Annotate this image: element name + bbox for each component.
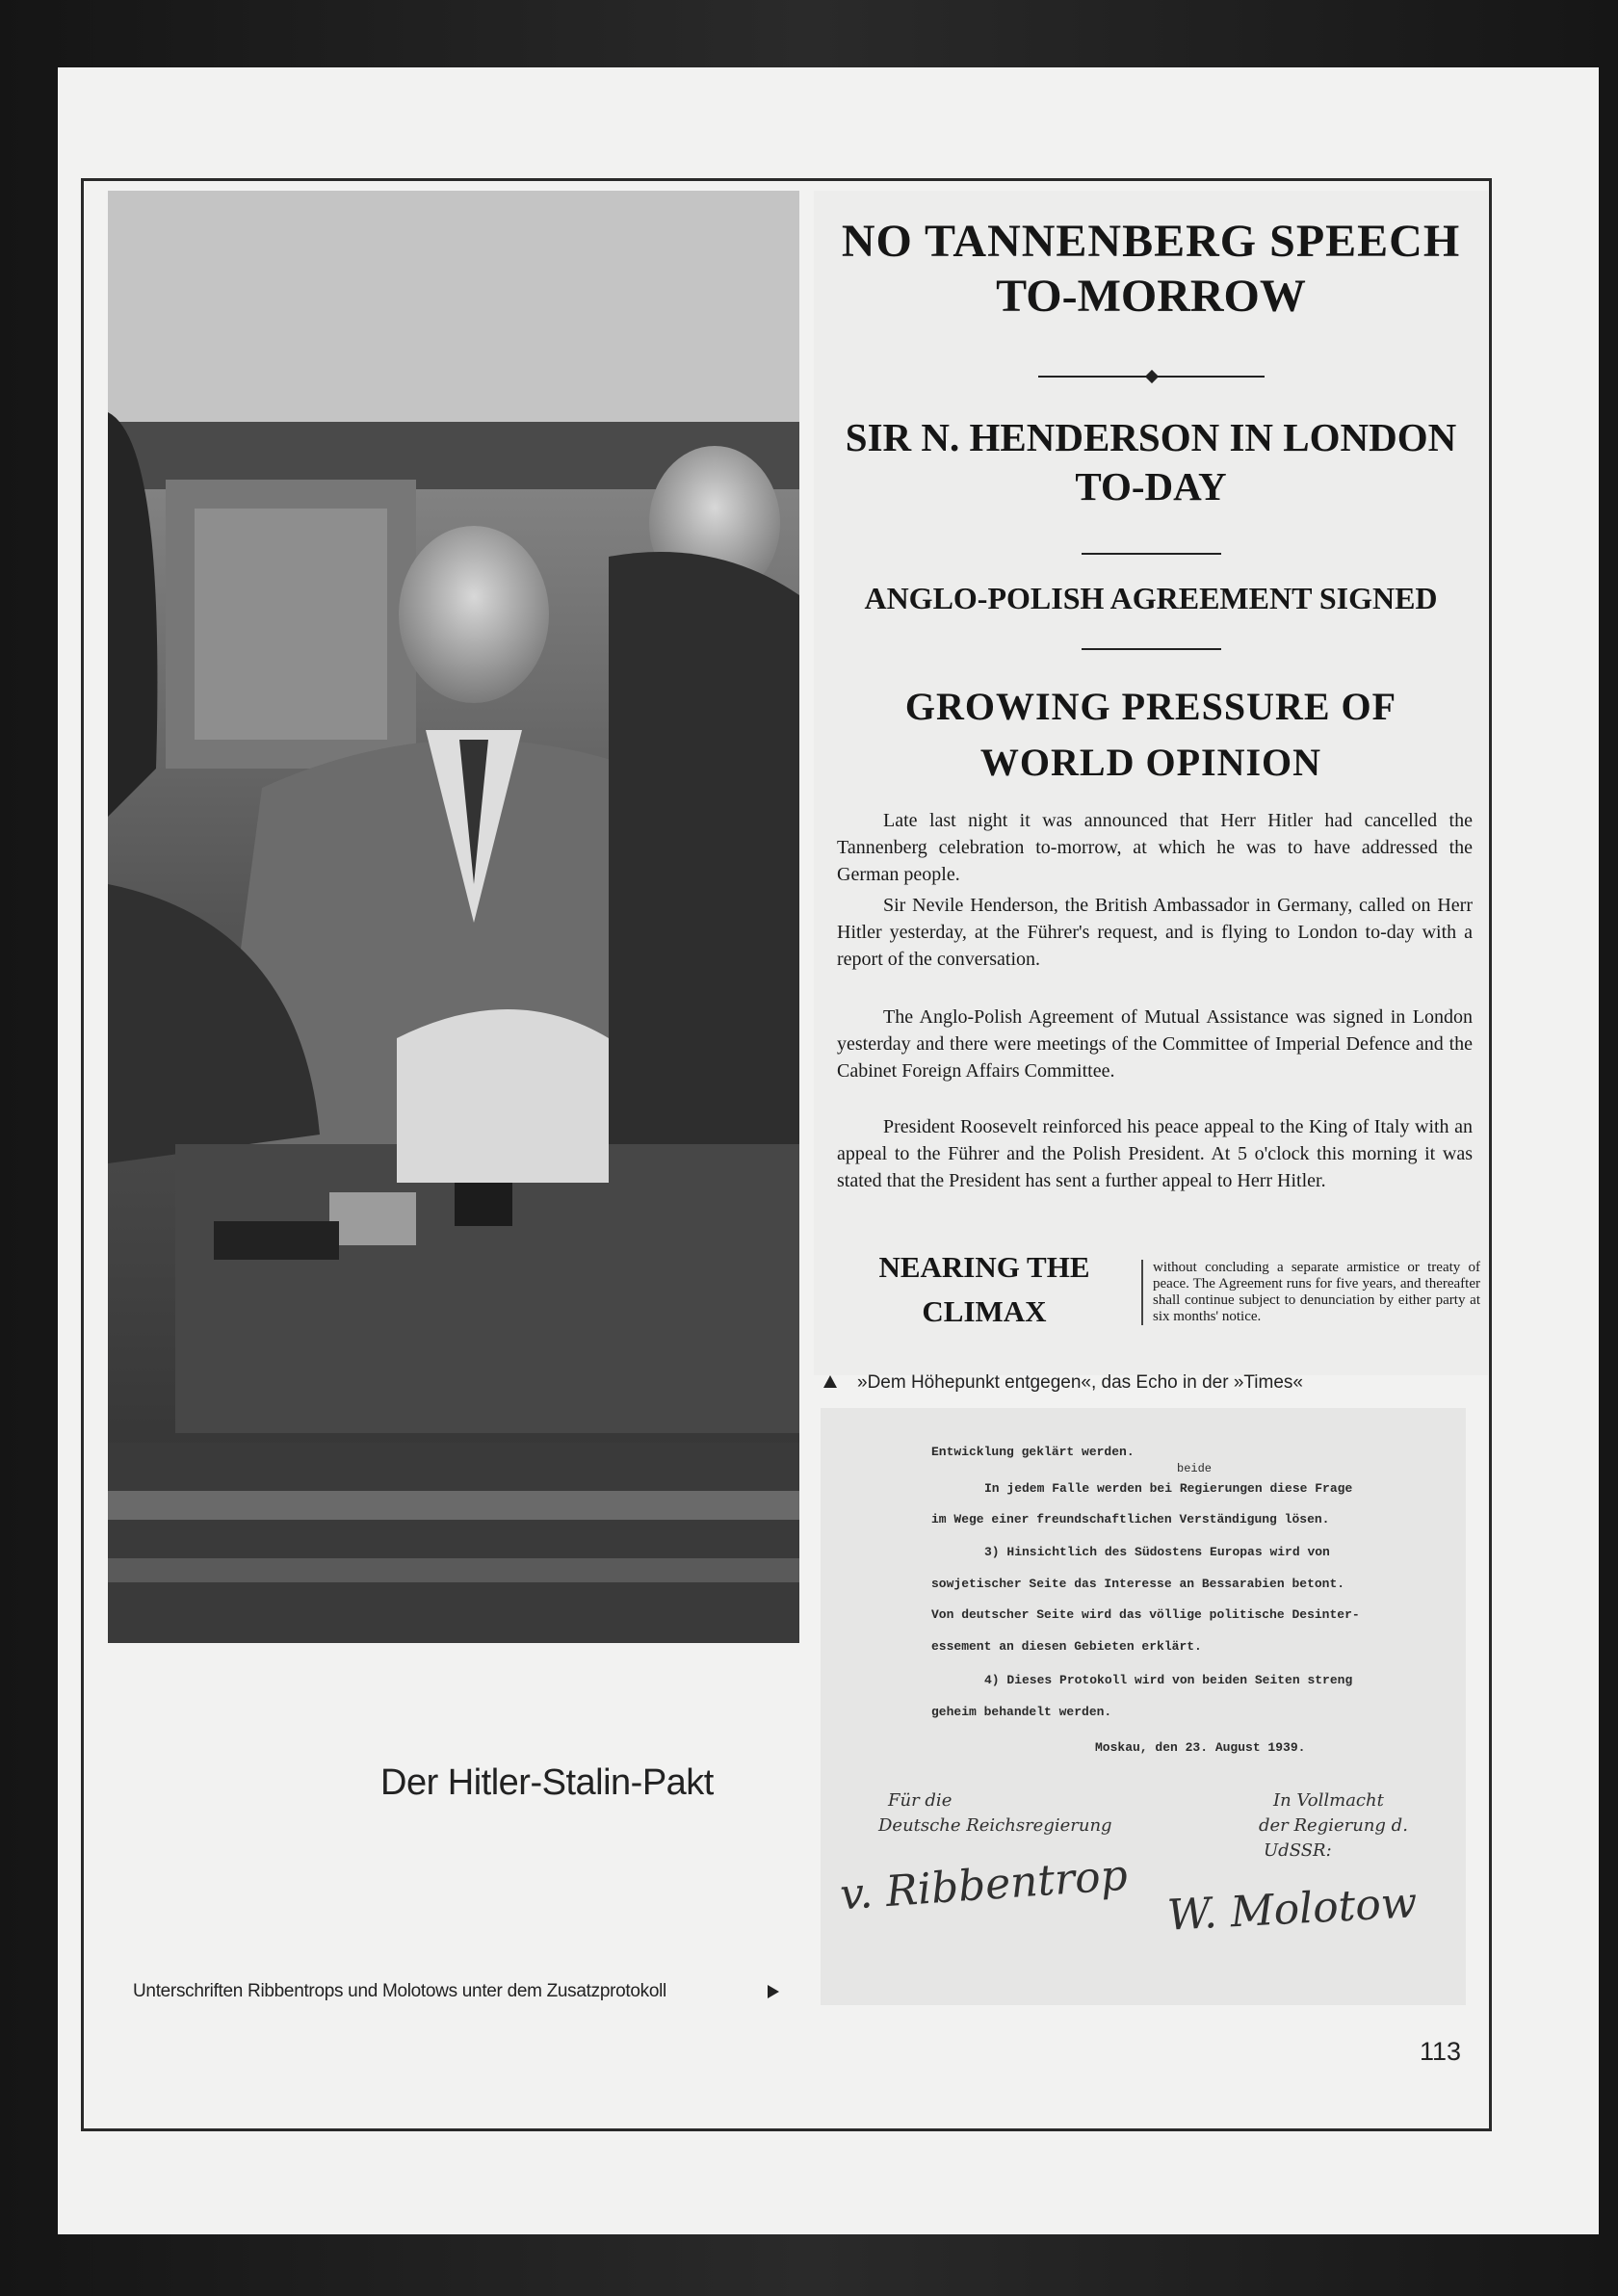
climax-line1: NEARING THE: [878, 1250, 1090, 1284]
sig-right-line3: UdSSR:: [1264, 1840, 1332, 1861]
paragraph-roosevelt: President Roosevelt reinforced his peace appeal to the King of Italy with an appeal to the Führer and the Polish President. At 5 o'clock this morning it was stated that the President has sent a further appeal to Herr Hitler.: [837, 1116, 1473, 1191]
divider-rule: [1082, 553, 1221, 555]
protocol-line: sowjetischer Seite das Interesse an Bessarabien betont.: [931, 1577, 1345, 1591]
protocol-line: im Wege einer freundschaftlichen Verständigung lösen.: [931, 1512, 1330, 1526]
headline-pressure-line1: GROWING PRESSURE OF: [904, 685, 1397, 728]
paragraph-tannenberg: Late last night it was announced that Herr Hitler had cancelled the Tannenberg celebration to-morrow, at which he was to have addressed the German people.: [837, 810, 1473, 885]
section-title: Der Hitler-Stalin-Pakt: [380, 1762, 714, 1803]
headline-tannenberg-line1: NO TANNENBERG SPEECH: [841, 216, 1461, 267]
secret-protocol-document: [821, 1408, 1466, 2005]
protocol-line: In jedem Falle werden bei Regierungen diese Frage: [984, 1481, 1353, 1496]
protocol-line: geheim behandelt werden.: [931, 1705, 1112, 1719]
signature-caption-left: [878, 1788, 1112, 1839]
agreement-side-note: without concluding a separate armistice or treaty of peace. The Agreement runs for five years, and thereafter shall continue subject to denunciation by either party at six months' notice.: [1141, 1260, 1480, 1325]
protocol-line-insert: beide: [1177, 1462, 1213, 1475]
headline-climax: [835, 1245, 1134, 1334]
protocol-line: 3) Hinsichtlich des Südostens Europas wird von: [984, 1545, 1330, 1559]
sig-left-line2: Deutsche Reichsregierung: [878, 1815, 1112, 1836]
protocol-line: Von deutscher Seite wird das völlige politische Desinter-: [931, 1607, 1360, 1622]
signature-caption-right: [1259, 1788, 1408, 1864]
signatures-caption: Unterschriften Ribbentrops und Molotows unter dem Zusatzprotokoll: [133, 1981, 666, 2001]
headline-henderson-line2: TO-DAY: [1075, 464, 1227, 509]
protocol-date: Moskau, den 23. August 1939.: [1095, 1740, 1306, 1755]
divider-rule: [1082, 648, 1221, 650]
triangle-up-icon: [823, 1375, 837, 1388]
times-caption: »Dem Höhepunkt entgegen«, das Echo in der »Times«: [857, 1372, 1303, 1393]
paragraph-agreement: The Anglo-Polish Agreement of Mutual Assistance was signed in London yesterday and there were meetings of the Committee of Imperial Defence and the Cabinet Foreign Affairs Committee.: [837, 1006, 1473, 1082]
signing-photograph: [108, 191, 799, 1643]
climax-line2: CLIMAX: [922, 1294, 1047, 1328]
signature-ribbentrop: v. Ribbentrop: [838, 1850, 1130, 1920]
divider-ornament: [1145, 370, 1159, 383]
sig-left-line1: Für die: [888, 1790, 953, 1811]
triangle-right-icon: [768, 1985, 779, 1998]
protocol-line: essement an diesen Gebieten erklärt.: [931, 1639, 1202, 1654]
headline-anglo-polish: ANGLO-POLISH AGREEMENT SIGNED: [864, 581, 1438, 615]
headline-henderson-line1: SIR N. HENDERSON IN LONDON: [845, 415, 1457, 459]
paragraph-henderson: Sir Nevile Henderson, the British Ambassador in Germany, called on Herr Hitler yesterday, at the Führer's request, and is flying to London to-day with a report of the conversation.: [837, 895, 1473, 970]
protocol-line: 4) Dieses Protokoll wird von beiden Seiten streng: [984, 1673, 1353, 1687]
times-clipping: [814, 191, 1488, 1375]
page-number: 113: [1420, 2037, 1462, 2066]
signature-molotow: W. Molotow: [1165, 1878, 1419, 1941]
headline-pressure-line2: WORLD OPINION: [979, 741, 1322, 784]
headline-tannenberg-line2: TO-MORROW: [996, 271, 1306, 322]
sig-right-line1: In Vollmacht: [1273, 1790, 1384, 1811]
protocol-line: Entwicklung geklärt werden.: [931, 1445, 1135, 1459]
sig-right-line2: der Regierung d.: [1259, 1815, 1408, 1836]
